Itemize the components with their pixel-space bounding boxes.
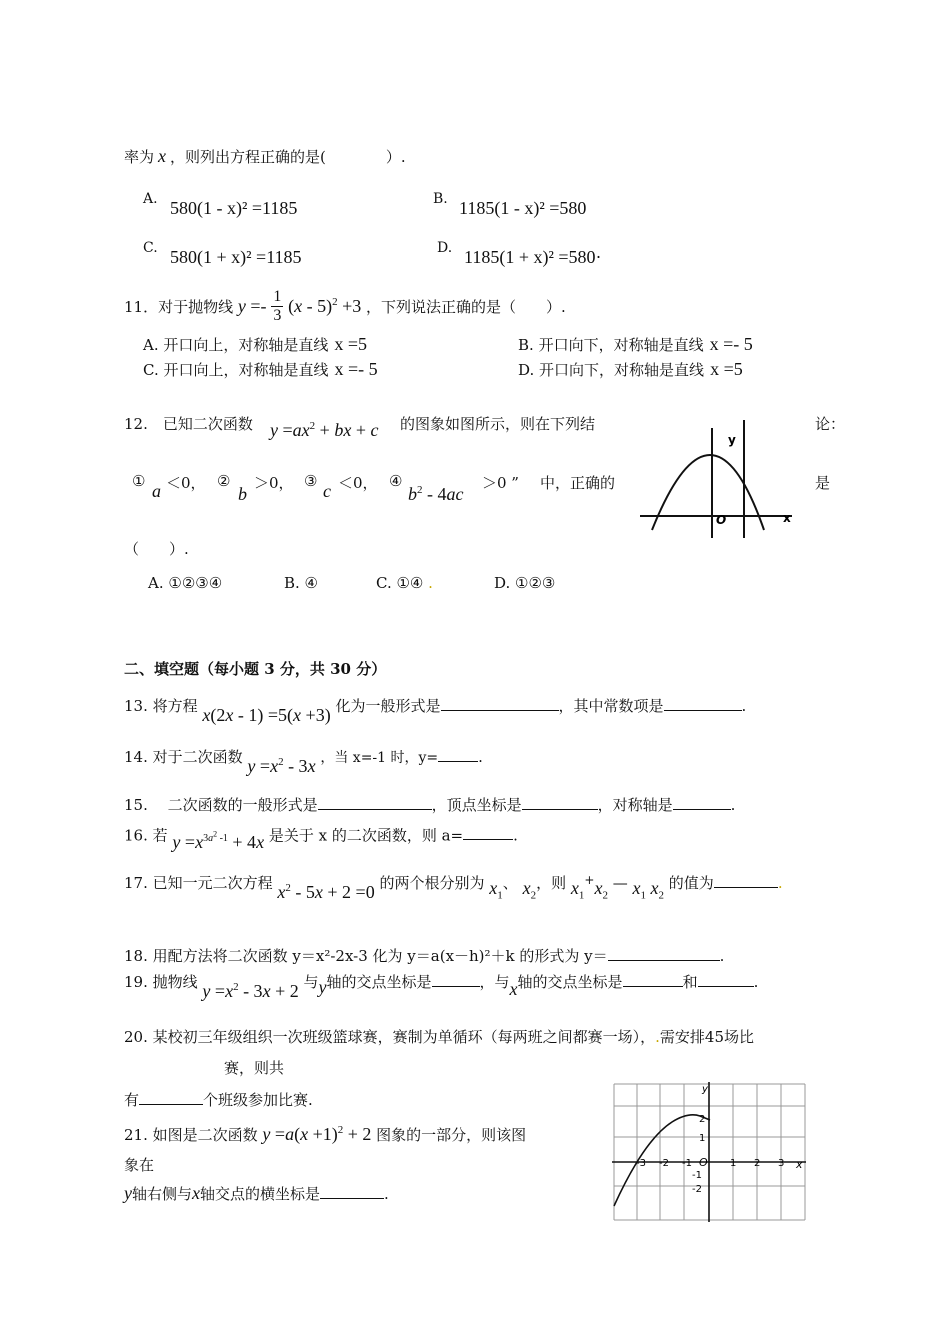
q12-option-a: A. ①②③④ <box>148 574 223 592</box>
q21-xtick-neg2: -2 <box>659 1158 669 1169</box>
q10-option-d-expr: 1185(1 + x)² =580· <box>464 247 602 267</box>
q14: 14. 对于二次函数 $y =x^2 - 3x$ ，当 x=-1 时，y= . <box>124 748 483 776</box>
q12-cond-3: ③ <box>304 472 318 490</box>
q10-option-b-expr: 1185(1 - x)² =580 <box>459 198 587 218</box>
q12-cond-3-var: c <box>323 481 331 501</box>
q12-cond-3-rel: ＜0， <box>338 474 378 492</box>
q12-cond-2: ② <box>217 472 231 490</box>
q21-ytick-neg2: -2 <box>692 1184 702 1195</box>
q12-cond-2-var: b <box>238 484 247 504</box>
q10-option-a-letter: A. <box>143 191 158 207</box>
q12-number: 12. 已知二次函数 <box>124 415 253 433</box>
q12-parabola-graph <box>640 420 800 546</box>
q11-option-b: B. 开口向下，对称轴是直线 x =- 5 <box>518 334 753 354</box>
q12-option-b: B. ④ <box>284 574 319 592</box>
q21-ytick-neg1: -1 <box>692 1170 702 1181</box>
q21-origin: O <box>699 1156 708 1169</box>
q12-lun: 论： <box>815 415 846 433</box>
q21-ytick-2: 2 <box>699 1114 706 1125</box>
q21-xtick-neg3: -3 <box>636 1158 646 1169</box>
q12-option-d: D. ①②③ <box>494 574 556 592</box>
q13: 13. 将方程 x(2x - 1) =5(x +3) 化为一般形式是 ，其中常数项是 . <box>124 697 747 725</box>
q12-parabola <box>652 455 764 530</box>
q10-option-d-letter: D. <box>437 240 453 256</box>
q21-line3: y轴右侧与x轴交点的横坐标是 . <box>124 1183 389 1203</box>
q12-paren: （ ）. <box>124 540 189 558</box>
q11-option-a: A. 开口向上，对称轴是直线 x =5 <box>143 334 368 354</box>
q21-x-label: x <box>796 1158 803 1171</box>
q10-option-c-letter: C. <box>143 240 158 256</box>
q11-stem: 11．对于抛物线 y =- $\frac{1}{3}$ (x - 5)$^2$ +3 ，下列说法正确的是（ ）. <box>124 288 566 324</box>
q21-xtick-2: 2 <box>754 1158 761 1169</box>
q16: 16. 若 $y =x^{3a^2 -1} + 4x$ 是关于 x 的二次函数，则 a= . <box>124 826 518 853</box>
q12-cond-2-rel: ＞0， <box>254 474 294 492</box>
q18: 18. 用配方法将二次函数 y＝x²-2x-3 化为 y＝a(x－h)²＋k 的形式为 y＝ . <box>124 947 725 965</box>
q12-cond-4-expr: $b^2 - 4ac$ <box>408 484 464 504</box>
q12-after-eq: 的图象如图所示，则在下列结 <box>400 415 596 433</box>
q11-option-d: D. 开口向下，对称轴是直线 x =5 <box>518 359 743 379</box>
q17: 17. 已知一元二次方程 $x^2 - 5x + 2 =0$ 的两个根分别为 $x_1$、 $x_2$，则 $x_1^+x_2$ — $x_1$ $x_2$ 的值为 . <box>124 873 783 902</box>
q21-xtick-3: 3 <box>778 1158 785 1169</box>
q21-graph <box>612 1082 808 1222</box>
section-2-title: 二、填空题（每小题 3 分，共 30 分） <box>124 660 387 678</box>
q12-correct: 中，正确的 <box>540 474 616 492</box>
q21-y-label: y <box>702 1084 708 1095</box>
q21-xtick-1: 1 <box>730 1158 737 1169</box>
q21-line1: 21. 如图是二次函数 $y =a(x +1)^2 + 2$ 图象的一部分，则该图 <box>124 1124 527 1144</box>
q21-xtick-neg1: -1 <box>682 1158 692 1169</box>
q12-cond-1-var: a <box>152 481 161 501</box>
q12-shi: 是 <box>815 474 831 492</box>
q21-ytick-1: 1 <box>699 1133 706 1144</box>
q10-option-a-expr: 580(1 - x)² =1185 <box>170 198 298 218</box>
q21-line2: 象在 <box>124 1156 155 1174</box>
q12-function: $y =ax^2$ + bx + c <box>270 420 379 440</box>
q15: 15. 二次函数的一般形式是 ，顶点坐标是 ，对称轴是 . <box>124 796 736 814</box>
q20-line3: 有 个班级参加比赛. <box>124 1091 313 1109</box>
q12-option-c: C. ①④ . <box>376 574 433 592</box>
q20-line2: 赛，则共 <box>224 1059 285 1077</box>
q10-stem: 率为 x ，则列出方程正确的是( ）. <box>124 146 406 166</box>
q12-cond-4: ④ <box>389 472 403 490</box>
q12-graph-x-label: x <box>783 511 791 525</box>
q12-cond-1: ① <box>132 472 146 490</box>
q12-graph-origin-label: O <box>716 513 727 527</box>
q10-option-b-letter: B. <box>433 191 448 207</box>
q12-cond-1-rel: ＜0， <box>166 474 206 492</box>
q11-option-c: C. 开口向上，对称轴是直线 x =- 5 <box>143 359 378 379</box>
q12-graph-y-label: y <box>728 433 736 447</box>
q10-option-c-expr: 580(1 + x)² =1185 <box>170 247 302 267</box>
q19: 19. 抛物线 $y =x^2 - 3x + 2$ 与y轴的交点坐标是 ，与x轴的交点坐标是 和 . <box>124 973 759 1001</box>
q12-cond-4-rel: ＞0 ” <box>482 474 519 492</box>
q20-line1: 20. 某校初三年级组织一次班级篮球赛，赛制为单循环（每两班之间都赛一场），.需安排45场比 <box>124 1028 755 1046</box>
